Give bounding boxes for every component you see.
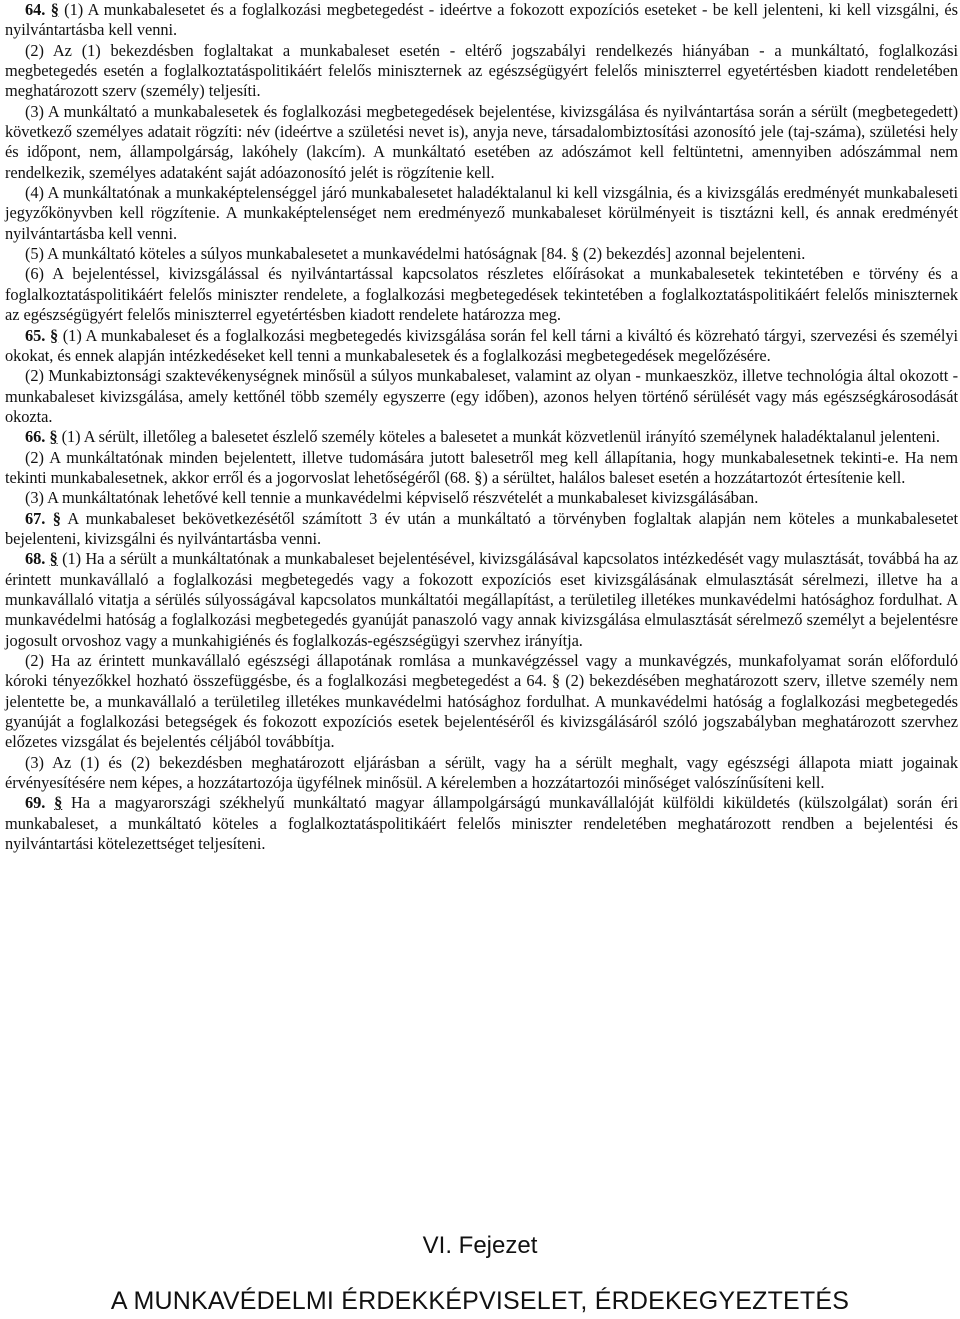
section-sign: § bbox=[49, 549, 58, 569]
section-number: 65. bbox=[25, 325, 46, 345]
paragraph-67 bbox=[5, 509, 958, 550]
paragraph-66-3: (3) A munkáltatónak lehetővé kell tennie a munkavédelmi képviselő részvételét a munkabaleset kivizsgálásában. bbox=[25, 488, 759, 508]
section-number: 69. bbox=[25, 793, 46, 813]
section-sign: § bbox=[54, 793, 63, 813]
chapter-number: VI. Fejezet bbox=[422, 1232, 538, 1259]
paragraph-65-2: (2) Munkabiztonsági szaktevékenységnek minősül a súlyos munkabaleset, valamint az olyan - munkaeszköz, illetve technológia által okozott - munkabaleset kivizsgálása, amely kettőnél több személy egyszerre (egy időben), azonos helyen történő sérülését vagy más egészségkárosodását okozta. bbox=[5, 366, 958, 426]
section-number: 66. bbox=[25, 427, 46, 447]
paragraph-69 bbox=[5, 793, 958, 854]
paragraph-text: (1) A sérült, illetőleg a balesetet észlelő személy köteles a balesetet a munkát közvetlenül irányító személynek haladéktalanul jelenteni. bbox=[57, 427, 940, 447]
paragraph-64-3: (3) A munkáltató a munkabalesetek és foglalkozási megbetegedések bejelentése, kivizsgálása és nyilvántartása során a sérült (megbetegedett) következő személyes adatait rögzíti: név (ideértve a születési nevet is), anyja neve, társadalombiztosítási azonosító jele (taj-száma), születési hely és időpont, nem, állampolgárság, lakóhely (lakcím). A munkáltató esetében az adószámot kell feltüntetni, amennyiben adószámmal nem rendelkezik, személyes adataként saját adóazonosító jelét is rögzítenie kell. bbox=[5, 101, 958, 182]
section-number: 64. bbox=[25, 0, 46, 19]
chapter-title: A MUNKAVÉDELMI ÉRDEKKÉPVISELET, ÉRDEKEGYEZTETÉS bbox=[110, 1287, 850, 1315]
paragraph-65-1 bbox=[5, 326, 958, 367]
paragraph-64-2: (2) Az (1) bekezdésben foglaltakat a munkabaleset esetén - eltérő jogszabályi rendelkezés hiányában - a munkáltató, foglalkozási megbetegedés esetén a foglalkoztatáspolitikáért felelős miniszternek az egészségügyért felelős miniszterrel egyetértésben kiadott rendeletében meghatározott szerv (személy) teljesíti. bbox=[5, 40, 958, 101]
section-sign: § bbox=[49, 325, 59, 345]
paragraph-68-1 bbox=[5, 549, 958, 651]
paragraph-64-6: (6) A bejelentéssel, kivizsgálással és nyilvántartással kapcsolatos részletes előírásokat a munkabalesetek tekintetében e törvény és a foglalkoztatáspolitikáért felelős miniszter rendelete, a foglalkozási megbetegedések tekintetében a foglalkoztatáspolitikáért felelős miniszternek az egészségügyért felelős miniszterrel egyetértésben kiadott rendelete határozza meg. bbox=[5, 264, 958, 325]
section-number: 67. bbox=[25, 508, 46, 528]
paragraph-text: (1) A munkabaleset és a foglalkozási megbetegedés kivizsgálása során fel kell tárni a kiváltó és közreható tárgyi, szervezési és személyi okokat, és ennek alapján intézkedéseket kell tenni a munkabalesetek és a foglalkozási megbetegedések megelőzésére. bbox=[5, 325, 958, 365]
section-sign: § bbox=[52, 508, 61, 528]
section-number: 68. bbox=[25, 549, 46, 569]
paragraph-text: Ha a magyarországi székhelyű munkáltató magyar állampolgárságú munkavállalóját külföldi kiküldetés (külszolgálat) során éri munkabaleset, a munkáltató köteles a foglalkoztatáspolitikáért felelős miniszter rendeletében meghatározott rendben a bejelentési és nyilvántartási kötelezettséget teljesíteni. bbox=[5, 793, 958, 854]
paragraph-text: A munkabaleset bekövetkezésétől számított 3 év után a munkáltató a törvényben foglaltak alapján nem köteles a munkabalesetet bejelenteni, kivizsgálni és nyilvántartásba venni. bbox=[5, 508, 958, 548]
paragraph-68-2: (2) Ha az érintett munkavállaló egészségi állapotának romlása a munkavégzéssel vagy a munkavégzés, munkafolyamat során előforduló kóroki tényezőkkel hozható összefüggésbe, és a foglalkozási megbetegedést a 64. § (2) bekezdésében meghatározott szerv, illetve személy nem jelentette be, a munkavállaló a területileg illetékes munkavédelmi hatósághoz fordulhat. A munkavédelmi hatóság a foglalkozási megbetegedés gyanúját a foglalkozási betegségek és fokozott expozíciós esetek bejelentéséről és kivizsgálásáról szóló jogszabályban meghatározott szervhez előzetes vizsgálat és bejelentés céljából továbbítja. bbox=[5, 651, 958, 752]
paragraph-64-4: (4) A munkáltatónak a munkaképtelenséggel járó munkabalesetet haladéktalanul ki kell vizsgálnia, és a kivizsgálás eredményét munkabaleseti jegyzőkönyvben kell rögzítenie. A munkaképtelenséget nem eredményező munkabaleset körülményeit is tisztázni kell, és annak eredményét nyilvántartásba kell venni. bbox=[5, 183, 958, 243]
paragraph-text: (1) A munkabalesetet és a foglalkozási megbetegedést - ideértve a fokozott expozíciós eseteket - be kell jelenteni, ki kell vizsgálni, és nyilvántartásba kell venni. bbox=[5, 0, 958, 40]
section-sign: § bbox=[50, 0, 59, 19]
paragraph-66-2: (2) A munkáltatónak minden bejelentett, illetve tudomására jutott balesetről meg kell állapítania, hogy munkabalesetnek tekinti-e. Ha nem tekinti munkabalesetnek, akkor erről és a jogorvoslat lehetőségéről (68. §) a sérültet, halálos baleset esetén a hozzátartozót értesítenie kell. bbox=[5, 447, 958, 487]
paragraph-text: (1) Ha a sérült a munkáltatónak a munkabaleset bejelentésével, kivizsgálásával kapcsolatos intézkedését vagy mulasztását, továbbá ha az érintett munkavállaló a foglalkozási megbetegedés vagy a fokozott expozíciós eset kivizsgálásának elmulasztását sérelmezi, illetve ha a munkavállaló vitatja a sérülés súlyosságával kapcsolatos munkáltatói megállapítást, a területileg illetékes munkavédelmi hatósághoz fordulhat. A munkavédelmi hatóság a foglalkozási megbetegedés gyanúját panaszoló vagy annak kivizsgálása elmulasztását sérelmező személyt a bejelentésre jogosult orvoshoz vagy a munkahigiénés és foglalkozás-egészségügyi szervhez irányítja. bbox=[5, 549, 958, 650]
paragraph-64-5: (5) A munkáltató köteles a súlyos munkabalesetet a munkavédelmi hatóságnak [84. § (2) bekezdés] azonnal bejelenteni. bbox=[25, 244, 806, 264]
paragraph-68-3: (3) Az (1) és (2) bekezdésben meghatározott eljárásban a sérült, vagy ha a sérült meghalt, vagy egészségi állapota miatt jogainak érvényesítésére nem képes, a hozzátartozója ügyfélnek minősül. A kérelemben a hozzátartozói minőséget valószínűsíteni kell. bbox=[5, 752, 958, 793]
section-sign: § bbox=[49, 427, 58, 447]
document-body bbox=[5, 0, 958, 854]
paragraph-66-1 bbox=[5, 427, 958, 447]
paragraph-64-1 bbox=[5, 0, 958, 41]
